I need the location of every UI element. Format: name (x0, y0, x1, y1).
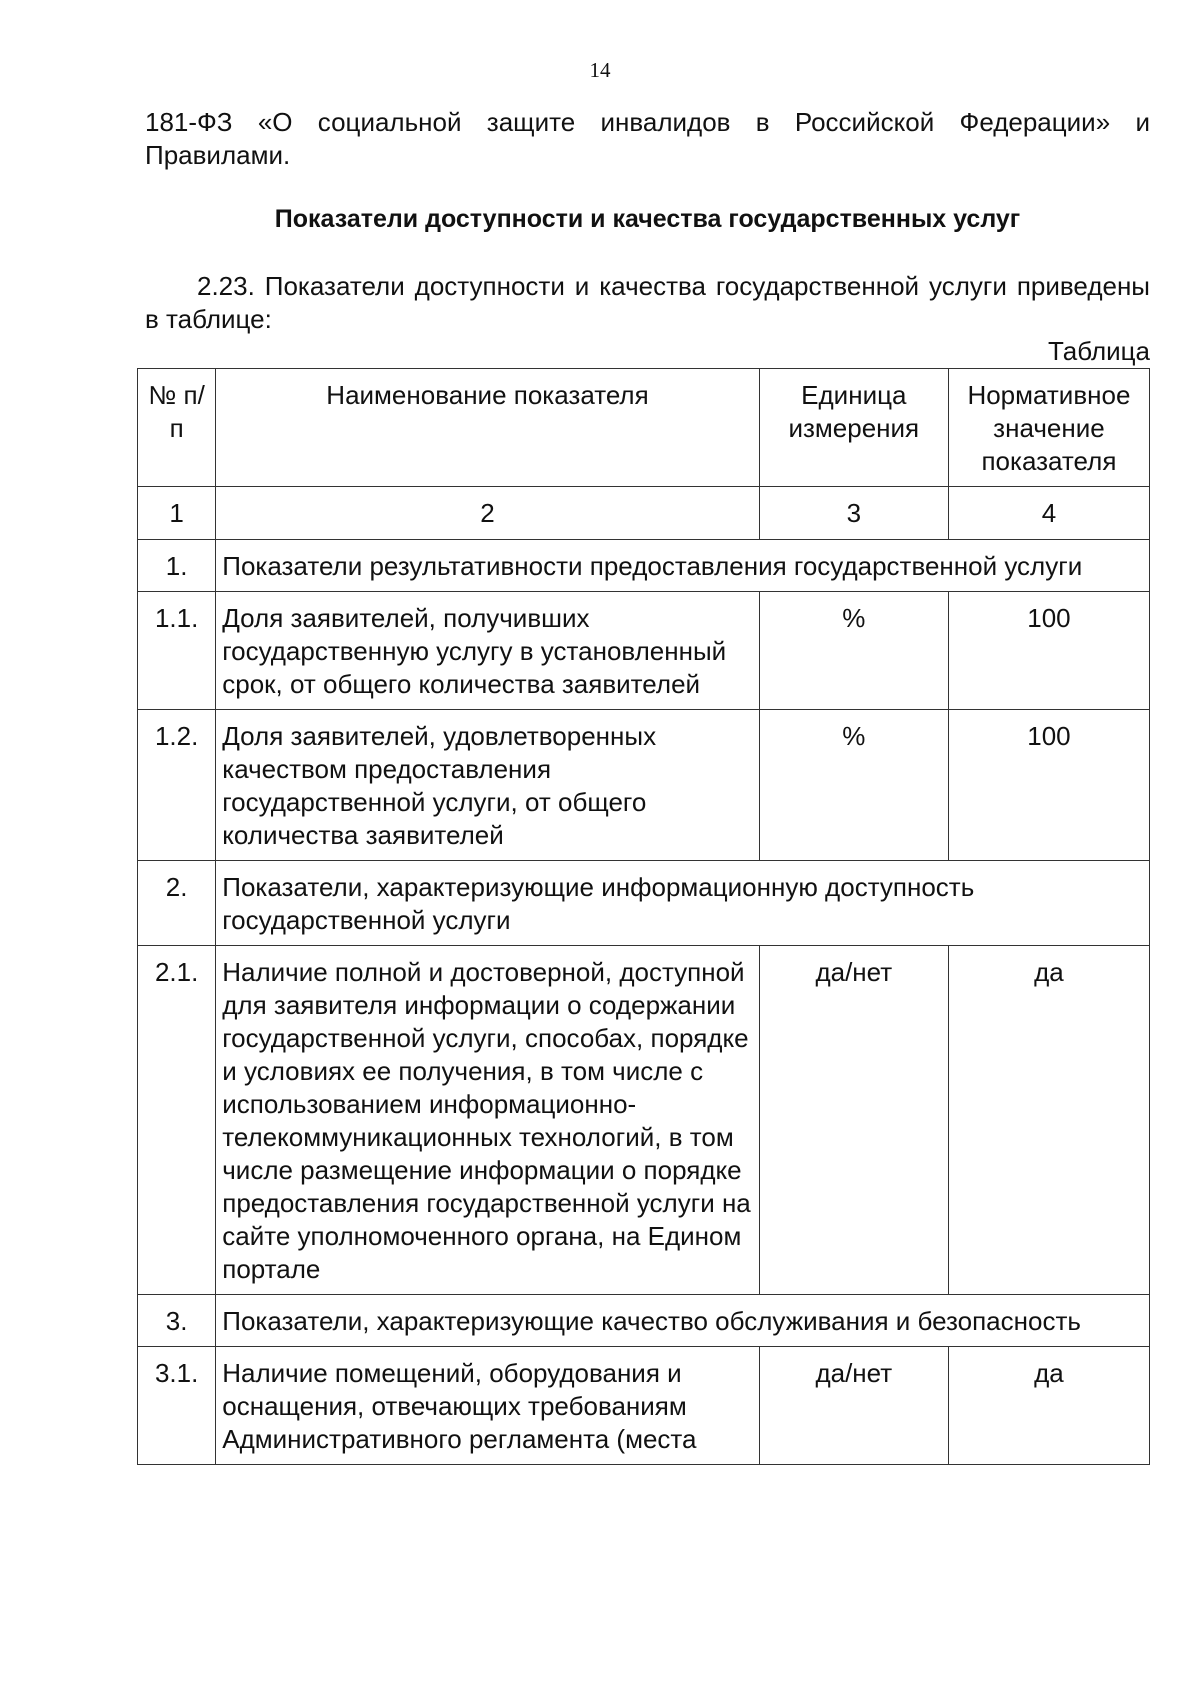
indicator-name: Доля заявителей, удовлетворенных качеством предоставления государственной услуги, от общего количества заявителей (216, 710, 760, 861)
section-title: Показатели результативности предоставления государственной услуги (216, 540, 1150, 592)
table-row (138, 710, 1150, 861)
page-number: 14 (589, 58, 611, 82)
indicator-unit: % (759, 592, 948, 710)
header-value: Нормативное значение показателя (948, 369, 1149, 487)
column-number-row (138, 487, 1150, 540)
indicator-value: да (948, 1347, 1149, 1465)
section-title: Показатели, характеризующие информационную доступность государственной услуги (216, 861, 1150, 946)
table-section-row (138, 1295, 1150, 1347)
section-heading: Показатели доступности и качества государственных услуг (274, 205, 1021, 233)
indicator-value: да (948, 946, 1149, 1295)
indicator-value: 100 (948, 592, 1149, 710)
table-row (138, 592, 1150, 710)
row-num: 1.1. (138, 592, 216, 710)
row-num: 2. (138, 861, 216, 946)
table-row (138, 946, 1150, 1295)
row-num: 3. (138, 1295, 216, 1347)
column-number: 2 (216, 487, 760, 540)
indicator-unit: % (759, 710, 948, 861)
indicator-name: Наличие полной и достоверной, доступной для заявителя информации о содержании государственной услуги, способах, порядке и условиях ее получения, в том числе с использованием информационно-телекоммуникационных технологий, в том числе размещение информации о порядке предоставления государственной услуги на сайте уполномоченного органа, на Едином портале (216, 946, 760, 1295)
header-name: Наименование показателя (216, 369, 760, 487)
indicator-unit: да/нет (759, 946, 948, 1295)
row-num: 1. (138, 540, 216, 592)
column-number: 4 (948, 487, 1149, 540)
table-header-row (138, 369, 1150, 487)
column-number: 1 (138, 487, 216, 540)
indicators-table (137, 368, 1150, 1465)
column-number: 3 (759, 487, 948, 540)
indicator-unit: да/нет (759, 1347, 948, 1465)
table-caption: Таблица (1048, 336, 1150, 366)
paragraph-2-23: 2.23. Показатели доступности и качества государственной услуги приведены в таблице: (145, 271, 1150, 334)
indicator-name: Наличие помещений, оборудования и оснащения, отвечающих требованиям Административного регламента (места (216, 1347, 760, 1465)
indicator-value: 100 (948, 710, 1149, 861)
intro-text: 181-ФЗ «О социальной защите инвалидов в Российской Федерации» и Правилами. (145, 107, 1150, 170)
table-row (138, 1347, 1150, 1465)
table-section-row (138, 540, 1150, 592)
indicator-name: Доля заявителей, получивших государственную услугу в установленный срок, от общего количества заявителей (216, 592, 760, 710)
header-unit: Единица измерения (759, 369, 948, 487)
table-section-row (138, 861, 1150, 946)
row-num: 3.1. (138, 1347, 216, 1465)
row-num: 2.1. (138, 946, 216, 1295)
row-num: 1.2. (138, 710, 216, 861)
header-num: № п/п (138, 369, 216, 487)
section-title: Показатели, характеризующие качество обслуживания и безопасность (216, 1295, 1150, 1347)
